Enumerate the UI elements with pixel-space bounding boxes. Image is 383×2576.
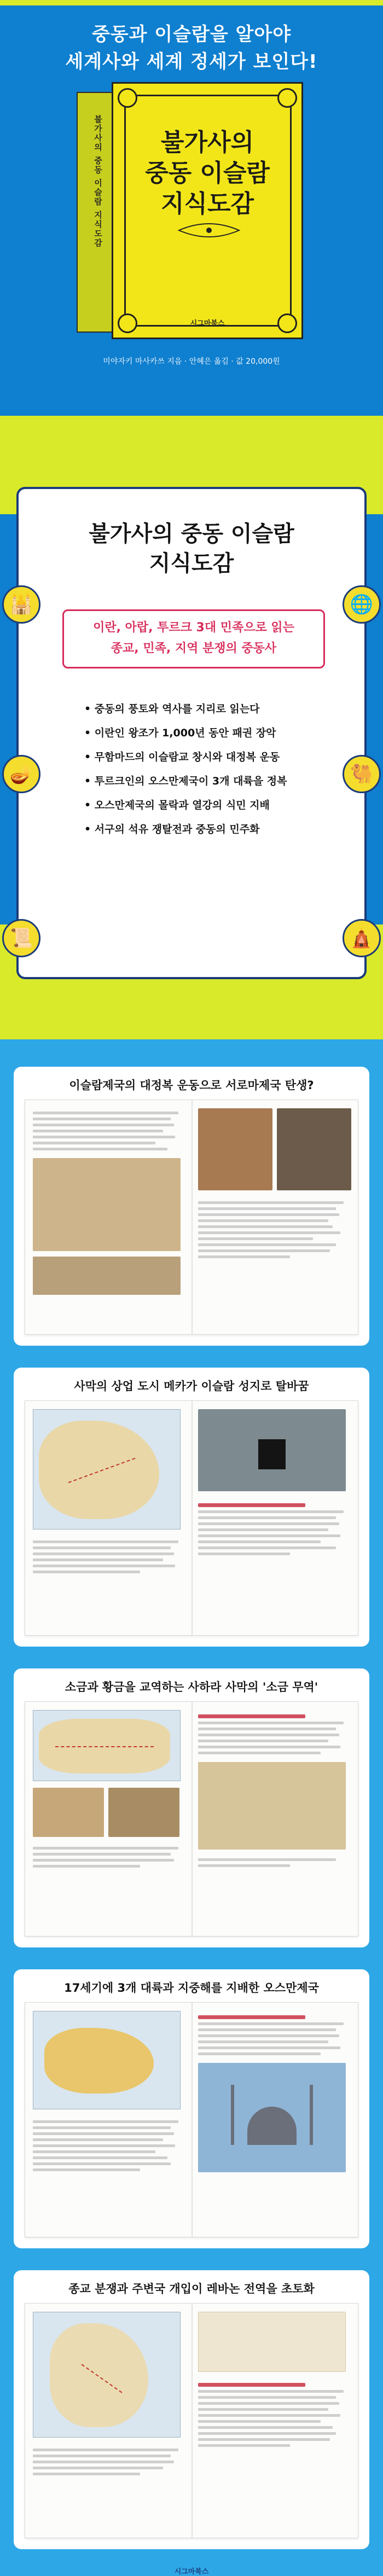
map-image xyxy=(33,1710,181,1781)
illustration-figures xyxy=(33,1257,181,1295)
cover-title-line3: 지식도감 xyxy=(160,190,254,218)
info-title xyxy=(19,519,364,578)
info-subtitle-box xyxy=(62,609,325,668)
section-title: 소금과 황금을 교역하는 사하라 사막의 '소금 무역' xyxy=(65,1680,318,1694)
section-title: 종교 분쟁과 주변국 개입이 레바논 전역을 초토화 xyxy=(68,2282,315,2295)
spread-gutter xyxy=(192,1100,193,1334)
book-spine-title: 불가사의 중동 이슬람 지식도감 xyxy=(93,115,103,248)
book-spine xyxy=(77,92,115,333)
info-title-line2: 지식도감 xyxy=(149,551,234,576)
spread-left-page xyxy=(33,1108,186,1327)
spread-right-page xyxy=(198,1409,351,1628)
spread-left-page xyxy=(33,2011,186,2230)
info-subtitle-line1: 이란, 아랍, 투르크 3대 민족으로 읽는 xyxy=(93,621,294,635)
preview-section xyxy=(14,1668,369,1947)
mosque-photo xyxy=(198,2063,346,2172)
book-spread-image xyxy=(25,1100,358,1335)
kaaba-photo xyxy=(198,1409,346,1491)
dome-icon: 🛕 xyxy=(343,919,381,957)
hero-bottom-stripe xyxy=(0,416,383,449)
info-card xyxy=(16,487,367,979)
feature-item: • 이란인 왕조가 1,000년 동안 패권 장악 xyxy=(84,721,314,745)
book-info-panel xyxy=(0,449,383,1039)
map-image xyxy=(33,2011,181,2109)
salt-photo xyxy=(108,1788,179,1837)
book-spread-image xyxy=(25,1701,358,1937)
book-spread-image xyxy=(25,2002,358,2237)
hero-headline-line2: 세계사와 세계 정세가 보인다! xyxy=(65,51,318,73)
preview-section xyxy=(14,1969,369,2248)
top-stripe xyxy=(0,0,383,5)
cover-title-line2: 중동 이슬람 xyxy=(145,159,270,187)
feature-item: • 오스만제국의 몰락과 열강의 식민 지배 xyxy=(84,793,314,817)
spread-gutter xyxy=(192,2304,193,2538)
book-credits: 미야자키 마사카쓰 지음 · 안혜은 옮김 · 값 20,000원 xyxy=(103,357,280,366)
cover-publisher: 시그마북스 xyxy=(190,319,225,328)
cover-title-line1: 불가사의 xyxy=(160,129,254,156)
section-title: 이슬람제국의 대정복 운동으로 서로마제국 탄생? xyxy=(69,1079,314,1092)
preview-section xyxy=(14,2270,369,2549)
book-cover-image xyxy=(77,82,312,339)
caravan-photo xyxy=(33,1788,104,1837)
feature-item: • 무함마드의 이슬람교 창시와 대정복 운동 xyxy=(84,745,314,769)
spread-gutter xyxy=(192,1702,193,1936)
manuscript-map-image xyxy=(198,1762,346,1850)
feature-item: • 투르크인의 오스만제국이 3개 대륙을 정복 xyxy=(84,769,314,793)
illustration-figures xyxy=(33,1158,181,1251)
spread-left-page xyxy=(33,1710,186,1929)
painting-image xyxy=(198,1108,272,1190)
spread-left-page xyxy=(33,1409,186,1628)
map-image xyxy=(33,1409,181,1530)
cover-ornament-icon xyxy=(118,88,137,108)
spread-left-page xyxy=(33,2312,186,2531)
scroll-icon: 📜 xyxy=(2,919,40,957)
spread-right-page xyxy=(198,1710,351,1929)
section-title: 17세기에 3개 대륙과 지중해를 지배한 오스만제국 xyxy=(64,1981,319,1994)
info-title-line1: 불가사의 중동 이슬람 xyxy=(89,521,294,546)
book-spread-image xyxy=(25,1400,358,1636)
preview-section xyxy=(14,1368,369,1647)
camel-icon: 🐫 xyxy=(343,755,381,793)
cover-ornament-icon xyxy=(277,88,297,108)
feature-item: • 중동의 풍토와 역사를 지리로 읽는다 xyxy=(84,697,314,721)
info-subtitle-line2: 종교, 민족, 지역 분쟁의 중동사 xyxy=(111,642,277,655)
hero-headline xyxy=(0,21,383,75)
quote-box xyxy=(198,2312,346,2372)
book-spread-image xyxy=(25,2303,358,2538)
cover-title xyxy=(113,127,301,219)
preview-sections xyxy=(0,1039,383,2576)
cover-divider-icon xyxy=(176,220,242,240)
spread-right-page xyxy=(198,2011,351,2230)
globe-icon: 🌐 xyxy=(343,585,381,624)
feature-item: • 서구의 석유 쟁탈전과 중동의 민주화 xyxy=(84,817,314,841)
hero-banner xyxy=(0,0,383,449)
spread-gutter xyxy=(192,1401,193,1635)
mosque-icon: 🕌 xyxy=(2,585,40,624)
spread-right-page xyxy=(198,2312,351,2531)
section-title: 사막의 상업 도시 메카가 이슬람 성지로 탈바꿈 xyxy=(74,1380,309,1393)
spread-gutter xyxy=(192,2003,193,2237)
hero-headline-line1: 중동과 이슬람을 알아야 xyxy=(91,24,292,45)
map-image xyxy=(33,2312,181,2438)
lamp-icon: 🪔 xyxy=(2,755,40,793)
book-front xyxy=(112,82,303,339)
spread-right-page xyxy=(198,1108,351,1327)
preview-section xyxy=(14,1067,369,1346)
painting-image xyxy=(277,1108,351,1190)
footer-publisher: 시그마북스 xyxy=(174,2568,209,2576)
feature-list xyxy=(84,697,314,841)
